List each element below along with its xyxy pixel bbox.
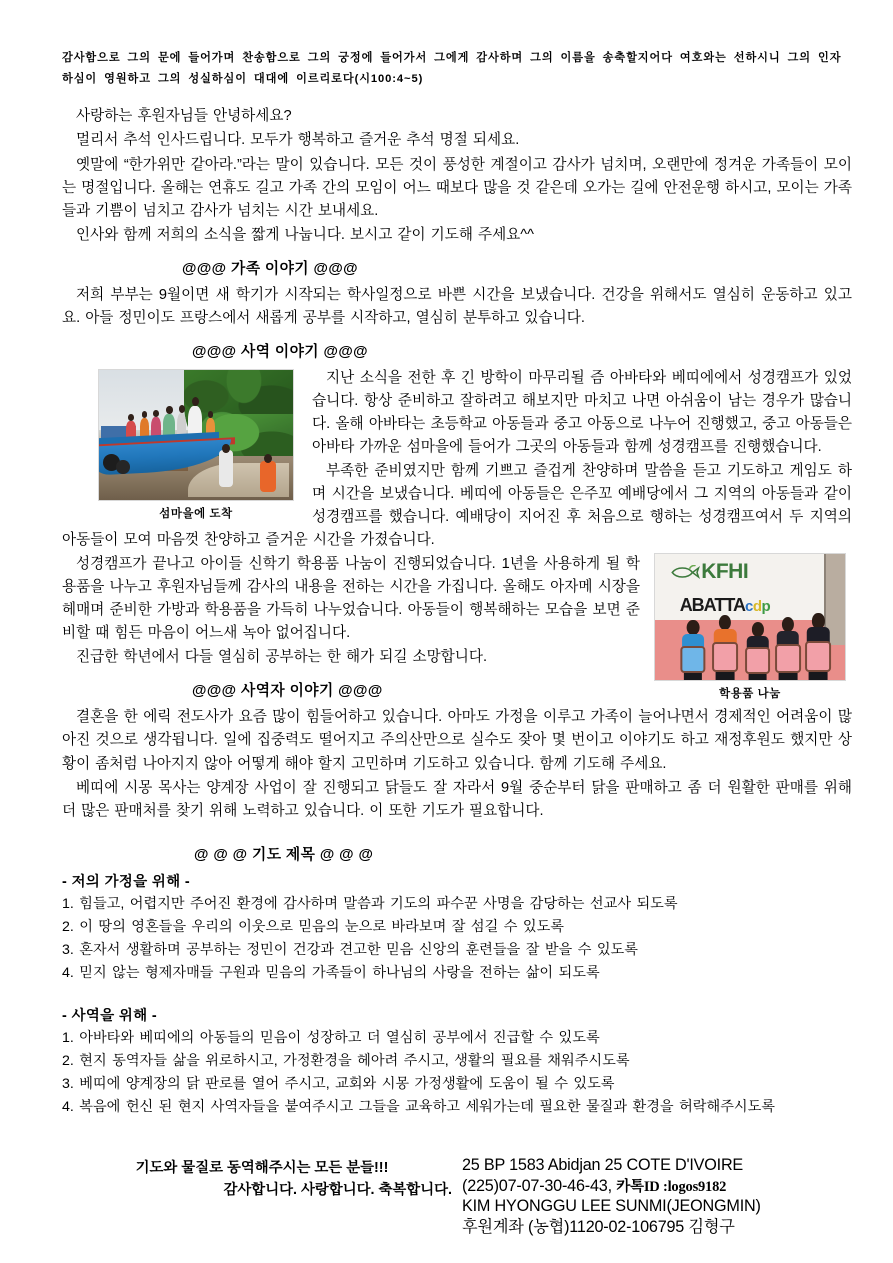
family-paragraph-1: 저희 부부는 9월이면 새 학기가 시작되는 학사일정으로 바쁜 시간을 보냈습니다. 건강을 위해서도 열심히 운동하고 있고요. 아들 정민이도 프랑스에서 새롭게 공부를 시작하고, 열심히 분투하고 있습니다. (62, 286, 852, 326)
child-with-backpack (742, 622, 772, 680)
child-with-backpack (678, 620, 708, 680)
workers-paragraph-1: 결혼을 한 에릭 전도사가 요즘 많이 힘들어하고 있습니다. 아마도 가정을 이루고 가족이 늘어나면서 경제적인 어려움이 많아진 것으로 생각됩니다. 일에 집중력도 떨어지고 주의산만으로 실수도 잦아 몇 번이고 이야기도 하고 재정후원도 했지만 상황이 좀처럼 나아지지 않아 어떻게 해야 할지 고민하며 기도하고 있습니다. 함께 기도해 주세요. (62, 709, 852, 772)
shore-person-head (222, 444, 229, 453)
photo-caption-kfhi: 학용품 나눔 (719, 688, 781, 701)
section-heading-ministry: @@@ 사역 이야기 @@@ (192, 343, 368, 360)
photo-caption-boat: 섬마을에 도착 (159, 507, 233, 520)
footer-thanks-line-1: 기도와 물질로 동역해주시는 모든 분들!!! (135, 1160, 389, 1176)
footer-names: KIM HYONGGU LEE SUNMI(JEONGMIN) (462, 1197, 761, 1216)
greeting-line-4: 인사와 함께 저희의 소식을 짧게 나눕니다. 보시고 같이 기도해 주세요^^ (76, 226, 534, 243)
prayer-subheading-family: - 저의 가정을 위해 - (62, 873, 191, 890)
ministry-paragraph-1: 지난 소식을 전한 후 긴 방학이 마무리될 즘 아바타와 베띠에에서 성경캠프가 있었습니다. 항상 준비하고 잘하려고 해보지만 마치고 나면 아쉬움이 남는 경우가 많습니다. 올해 아바타는 초등학교 아동들과 중고 아동으로 나누어 진행했고, 중고 아동들은 아바타 가까운 섬마을에 들어가 그곳의 아동들과 함께 성경캠프를 진행했습니다. (312, 369, 852, 455)
boat-passenger-head (166, 406, 173, 414)
child-with-backpack (710, 615, 740, 681)
boat-tyre-fender (116, 460, 130, 474)
spacer (62, 824, 852, 833)
section-heading-prayer: @ @ @ 기도 제목 @ @ @ (194, 846, 374, 863)
child-with-backpack (803, 613, 833, 680)
greeting-line-2: 멀리서 추석 인사드립니다. 모두가 행복하고 즐거운 추석 명절 되세요. (76, 132, 520, 149)
prayer-item-family: 1. 힘들고, 어렵지만 주어진 환경에 감사하며 말씀과 기도의 파수꾼 사명을 감당하는 선교사 되도록 (62, 895, 678, 912)
ministry-paragraph-4: 진급한 학년에서 다들 열심히 공부하는 한 해가 되길 소망합니다. (76, 649, 488, 666)
shore-person (260, 461, 276, 492)
footer-account: 후원계좌 (농협)1120-02-106795 김형구 (462, 1218, 735, 1237)
kfhi-logo (670, 560, 818, 584)
ministry-paragraph-3: 성경캠프가 끝나고 아이들 신학기 학용품 나눔이 진행되었습니다. 1년을 사용하게 될 학용품을 나누고 후원자님들께 감사의 내용을 전하는 시간을 가집니다. 올해도 아자메 시장을 헤매며 준비한 가방과 학용품을 가득히 나누었습니다. 아동들이 행복해하는 모습을 보면 준비할 때 힘든 마음이 어느새 녹아 없어집니다. (62, 556, 640, 642)
child-head (752, 622, 764, 636)
kfhi-cdp-text: cdp (745, 597, 771, 615)
kfhi-brand-text: KFHI (701, 560, 749, 584)
prayer-subheading-ministry: - 사역을 위해 - (62, 1007, 158, 1024)
photo-school-supplies (654, 553, 846, 701)
document-content (62, 48, 852, 1119)
shore-person-head (264, 454, 272, 463)
footer-thanks-block (62, 1155, 462, 1202)
footer-kakao-id: 카톡ID :logos9182 (616, 1178, 727, 1195)
boat-passenger-head (153, 410, 159, 417)
kfhi-org-name: ABATTA (679, 594, 746, 615)
child-head (782, 617, 794, 632)
section-heading-family: @@@ 가족 이야기 @@@ (182, 260, 358, 277)
footer-phone: (225)07-07-30-46-43, (462, 1176, 612, 1195)
prayer-item-ministry: 2. 현지 동역자들 삶을 위로하시고, 가정환경을 헤아려 주시고, 생활의 필요를 채워주시도록 (62, 1052, 630, 1069)
prayer-item-family: 4. 믿지 않는 형제자매들 구원과 믿음의 가족들이 하나님의 사랑을 전하는 삶이 되도록 (62, 964, 600, 981)
shore-person (219, 450, 233, 486)
child-head (719, 615, 731, 631)
child-with-backpack (773, 617, 803, 680)
backpack (745, 647, 771, 674)
ministry-paragraph-2: 부족한 준비였지만 함께 기쁘고 즐겁게 찬양하며 말씀을 듣고 기도하고 게임도 하며 시간을 보냈습니다. 베띠에 아동들은 은주꼬 예배당에서 그 지역의 아동들과 같이 성경캠프를 했습니다. 예배당이 지어진 후 처음으로 행하는 성경캠프여서 두 지역의 아동들이 모여 마음껏 찬양하고 즐거운 시간을 가졌습니다. (62, 463, 852, 549)
boat-photo-image (98, 369, 294, 501)
footer-phone-row (462, 1176, 862, 1197)
prayer-item-ministry: 3. 베띠에 양계장의 닭 판로를 열어 주시고, 교회와 시몽 가정생활에 도움이 될 수 있도록 (62, 1075, 615, 1092)
prayer-item-family: 3. 혼자서 생활하며 공부하는 정민이 건강과 견고한 믿음 신앙의 훈련들을 잘 받을 수 있도록 (62, 941, 638, 958)
footer (62, 1155, 862, 1238)
backpack (712, 642, 738, 672)
scripture-verse: 감사함으로 그의 문에 들어가며 찬송함으로 그의 궁정에 들어가서 그에게 감사하며 그의 이름을 송축할지어다 여호와는 선하시니 그의 인자하심이 영원하고 그의 성실하심이 대대에 이르리로다(시100:4~5) (62, 52, 842, 85)
prayer-item-ministry: 1. 아바타와 베띠에의 아동들의 믿음이 성장하고 더 열심히 공부에서 진급할 수 있도록 (62, 1029, 600, 1046)
greeting-line-1: 사랑하는 후원자님들 안녕하세요? (76, 108, 292, 125)
spacer (62, 985, 852, 1000)
section-heading-workers: @@@ 사역자 이야기 @@@ (192, 683, 383, 700)
footer-address: 25 BP 1583 Abidjan 25 COTE D'IVOIRE (462, 1156, 744, 1174)
child-head (687, 620, 700, 636)
workers-paragraph-2: 베띠에 시몽 목사는 양계장 사업이 잘 진행되고 닭들도 잘 자라서 9월 중순부터 닭을 판매하고 좀 더 원활한 판매를 위해 더 많은 판매처를 찾기 위해 노력하고 있습니다. 이 또한 기도가 필요합니다. (62, 779, 852, 819)
greeting-line-3: 옛말에 “한가위만 같아라.”라는 말이 있습니다. 모든 것이 풍성한 계절이고 감사가 넘치며, 오랜만에 정겨운 가족들이 모이는 명절입니다. 올해는 연휴도 길고 가족 간의 모임이 어느 때보다 많을 것 같은데 오가는 길에 안전운행 하시고, 모이는 가족들과 기쁨이 넘치고 감사가 넘치는 시간 보내세요. (62, 156, 852, 219)
photo-island-village-arrival (98, 369, 294, 521)
prayer-item-family: 2. 이 땅의 영혼들을 우리의 이웃으로 믿음의 눈으로 바라보며 잘 섬길 수 있도록 (62, 918, 564, 935)
backpack (805, 641, 831, 672)
footer-thanks-line-2: 감사합니다. 사랑합니다. 축복합니다. (223, 1182, 452, 1199)
boat-passenger-head (179, 405, 185, 413)
boat-passenger-head (128, 414, 134, 421)
backpack (680, 646, 705, 673)
backpack (775, 644, 801, 673)
fish-icon (670, 565, 700, 580)
kfhi-org-text (680, 595, 771, 616)
footer-contact-block (462, 1155, 862, 1238)
prayer-item-ministry: 4. 복음에 헌신 된 현지 사역자들을 붙여주시고 그들을 교육하고 세워가는데 필요한 물질과 환경을 허락해주시도록 (62, 1098, 776, 1115)
kfhi-photo-image (654, 553, 846, 681)
